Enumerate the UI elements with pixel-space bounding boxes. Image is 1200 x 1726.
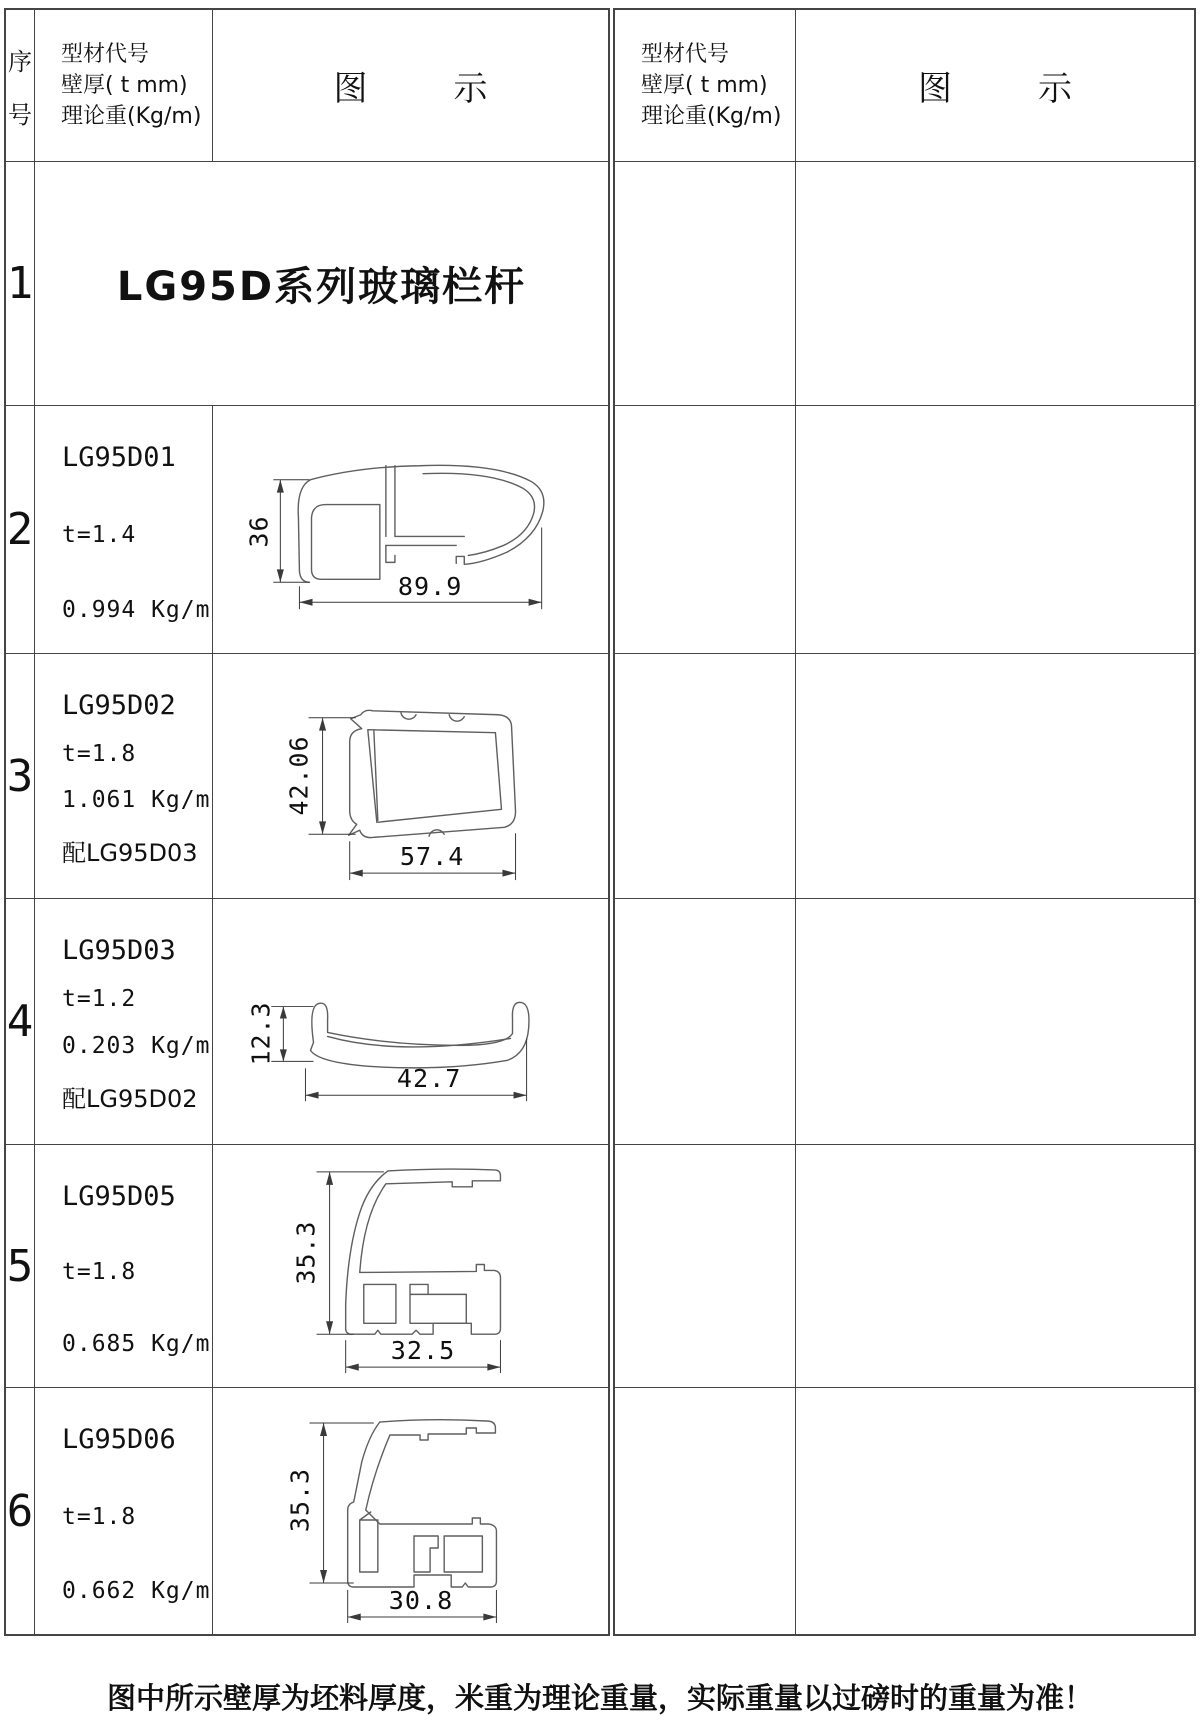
spec-header-line2: 壁厚( t mm) [641,73,768,98]
empty-diagram-cell [796,1388,1194,1634]
row-4-spec [35,899,213,1145]
spec-table-right [613,8,1196,1636]
diagram-header-char-right: 示 [1038,69,1072,109]
empty-diagram-cell [796,654,1194,899]
empty-spec-cell [615,162,796,406]
theoretical-weight: 1.061 Kg/m [62,787,211,813]
footer-note: 图中所示壁厚为坯料厚度，米重为理论重量，实际重量以过磅时的重量为准！ [106,1681,1093,1715]
row-5-spec [35,1145,213,1388]
header-diagram-column [213,10,608,162]
paired-profile: 配LG95D02 [62,1084,198,1113]
profile-code: LG95D02 [62,690,176,721]
profile-code: LG95D01 [62,442,176,473]
paired-profile: 配LG95D03 [62,839,198,867]
row-6-spec [35,1388,213,1634]
empty-diagram-cell [796,1145,1194,1388]
wall-thickness: t=1.8 [62,1258,137,1285]
profile-diagram-lg95d06 [213,1388,608,1634]
empty-diagram-cell [796,899,1194,1145]
header-diagram-column-right [796,10,1194,162]
serial-number: 6 [6,1485,34,1537]
theoretical-weight: 0.203 Kg/m [62,1032,211,1059]
serial-header-bottom: 号 [8,100,32,129]
serial-number: 3 [6,750,34,802]
spec-header-line1: 型材代号 [61,42,150,67]
empty-spec-cell [615,406,796,654]
serial-number: 5 [6,1240,34,1292]
row-2-spec [35,406,213,654]
empty-spec-cell [615,1388,796,1634]
serial-number: 1 [6,258,34,309]
wall-thickness: t=1.4 [62,522,137,548]
header-serial-column [6,10,35,162]
profile-diagram-lg95d03 [213,899,608,1144]
series-title-cell [35,162,608,406]
profile-code: LG95D03 [62,935,176,966]
spec-table-left [4,8,610,1636]
theoretical-weight: 0.994 Kg/m [62,597,211,623]
row-3-diagram [213,654,608,899]
row-1-serial [6,162,35,406]
dim-width-label: 57.4 [399,842,465,872]
spec-header-line3: 理论重(Kg/m) [61,104,202,129]
diagram-header-char-right: 示 [453,69,488,109]
series-title: LG95D系列玻璃栏杆 [116,264,527,310]
header-spec-column-right [615,10,796,162]
spec-header-line2: 壁厚( t mm) [61,73,188,98]
row-5-serial [6,1145,35,1388]
spec-header-line1: 型材代号 [641,42,730,67]
row-6-diagram [213,1388,608,1634]
row-3-serial [6,654,35,899]
profile-diagram-lg95d01 [213,406,608,653]
empty-diagram-cell [796,406,1194,654]
header-spec-column [35,10,213,162]
dim-width-label: 32.5 [390,1336,456,1366]
theoretical-weight: 0.662 Kg/m [62,1578,211,1604]
empty-diagram-cell [796,162,1194,406]
profile-code: LG95D06 [62,1424,176,1455]
empty-spec-cell [615,899,796,1145]
wall-thickness: t=1.8 [62,741,137,767]
serial-number: 2 [6,504,34,555]
empty-spec-cell [615,654,796,899]
theoretical-weight: 0.685 Kg/m [62,1331,211,1357]
row-6-serial [6,1388,35,1634]
row-4-serial [6,899,35,1145]
profile-diagram-lg95d05 [213,1145,608,1387]
dim-width-label: 42.7 [396,1064,462,1094]
serial-number: 4 [6,996,34,1047]
serial-header-top: 序 [8,47,32,76]
dim-width-label: 30.8 [388,1586,454,1615]
dim-width-label: 89.9 [397,572,463,602]
wall-thickness: t=1.8 [62,1503,137,1530]
row-5-diagram [213,1145,608,1388]
diagram-header-char-left: 图 [333,69,368,109]
wall-thickness: t=1.2 [62,986,137,1013]
dim-height-label: 42.06 [284,735,314,816]
row-4-diagram [213,899,608,1145]
diagram-header-char-left: 图 [918,69,952,109]
profile-diagram-lg95d02 [213,654,608,898]
dim-height-label: 35.3 [285,1467,315,1533]
spec-header-line3: 理论重(Kg/m) [641,104,782,129]
dim-height-label: 35.3 [291,1220,321,1285]
row-3-spec [35,654,213,899]
dim-height-label: 36 [244,515,274,548]
empty-spec-cell [615,1145,796,1388]
dim-height-label: 12.3 [246,1001,276,1066]
row-2-serial [6,406,35,654]
profile-code: LG95D05 [62,1181,176,1212]
row-2-diagram [213,406,608,654]
